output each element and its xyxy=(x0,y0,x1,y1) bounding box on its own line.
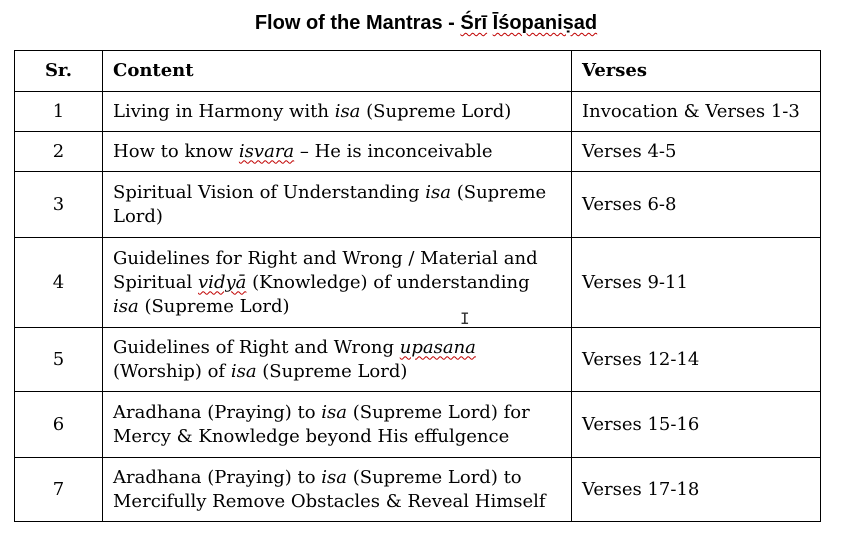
table-row xyxy=(15,238,821,328)
table-row xyxy=(15,92,821,132)
row-verses: Verses 17-18 xyxy=(572,458,821,522)
row-verses: Verses 15-16 xyxy=(572,392,821,458)
content-text: Guidelines of Right and Wrong xyxy=(113,336,400,358)
row-content xyxy=(103,458,572,522)
row-number: 1 xyxy=(15,92,103,132)
table-row xyxy=(15,132,821,172)
content-text: Aradhana (Praying) to xyxy=(113,401,322,423)
row-content xyxy=(103,238,572,328)
content-text: Spiritual Vision of Understanding xyxy=(113,181,426,203)
row-verses: Verses 6-8 xyxy=(572,172,821,238)
content-text: (Supreme Lord) xyxy=(360,100,512,122)
content-text: Aradhana (Praying) to xyxy=(113,466,322,488)
content-term: isa xyxy=(425,181,452,203)
content-term: isa xyxy=(230,360,257,382)
content-text: (Supreme Lord) xyxy=(256,360,408,382)
row-content xyxy=(103,132,572,172)
title-sanskrit-isopanisad: Īśopaniṣad xyxy=(492,12,598,34)
content-text: (Supreme Lord) to Mercifully Remove Obstacles & Reveal Himself xyxy=(113,466,546,512)
row-verses: Verses 12-14 xyxy=(572,328,821,392)
mantras-table xyxy=(14,50,821,522)
content-text: How to know xyxy=(113,140,239,162)
content-text: (Worship) of xyxy=(113,360,231,382)
table-header-row xyxy=(15,51,821,92)
row-verses: Invocation & Verses 1-3 xyxy=(572,92,821,132)
header-sr: Sr. xyxy=(15,51,103,92)
row-number: 7 xyxy=(15,458,103,522)
row-verses: Verses 9-11 xyxy=(572,238,821,328)
row-content xyxy=(103,172,572,238)
content-term: vidyā xyxy=(198,271,247,293)
table-row xyxy=(15,328,821,392)
content-text: – He is inconceivable xyxy=(294,140,493,162)
content-term: isvara xyxy=(238,140,295,162)
document-title xyxy=(0,12,852,35)
row-verses: Verses 4-5 xyxy=(572,132,821,172)
table-row xyxy=(15,458,821,522)
content-term: isa xyxy=(334,100,361,122)
content-text: Living in Harmony with xyxy=(113,100,335,122)
row-number: 4 xyxy=(15,238,103,328)
content-text: Guidelines for Right and Wrong / Material and Spiritual xyxy=(113,247,538,293)
title-sanskrit-sri: Śrī xyxy=(460,12,488,34)
content-term: isa xyxy=(321,401,348,423)
row-number: 6 xyxy=(15,392,103,458)
row-content xyxy=(103,92,572,132)
content-term: upasana xyxy=(399,336,476,358)
table-row xyxy=(15,172,821,238)
row-number: 2 xyxy=(15,132,103,172)
content-term: isa xyxy=(113,295,139,317)
text-cursor-icon: I xyxy=(460,309,470,328)
title-prefix: Flow of the Mantras - xyxy=(254,12,461,34)
table-row xyxy=(15,392,821,458)
row-number: 5 xyxy=(15,328,103,392)
header-content: Content xyxy=(103,51,572,92)
content-text: (Supreme Lord) xyxy=(138,295,290,317)
content-term: isa xyxy=(321,466,348,488)
header-verses: Verses xyxy=(572,51,821,92)
row-number: 3 xyxy=(15,172,103,238)
content-text: (Supreme Lord) xyxy=(113,181,547,227)
row-content xyxy=(103,392,572,458)
content-text: (Supreme Lord) for Mercy & Knowledge beyond His effulgence xyxy=(113,401,530,447)
content-text: (Knowledge) of understanding xyxy=(246,271,530,293)
row-content xyxy=(103,328,572,392)
